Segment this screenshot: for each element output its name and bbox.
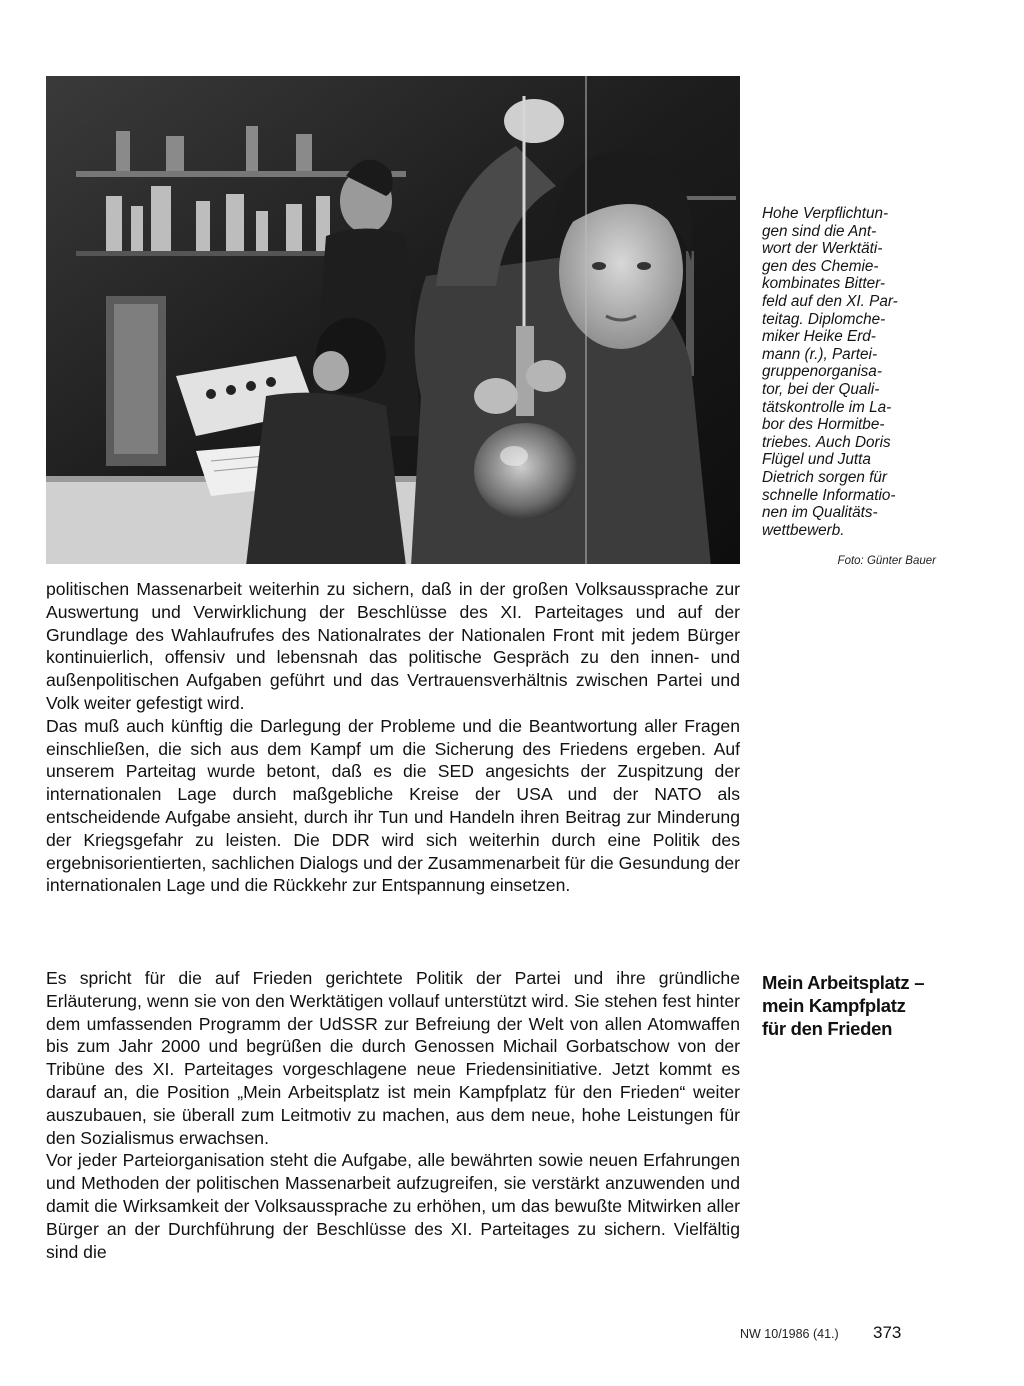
lab-photo-illustration	[46, 76, 740, 564]
lab-photo	[46, 76, 740, 564]
body-paragraph: Das muß auch künftig die Darlegung der Probleme und die Beantwortung aller Fragen einschließen, die sich aus dem Kampf um die Sicherung des Friedens ergeben. Auf unserem Parteitag wurde betont, daß es die SED angesichts der Zuspitzung der internationalen Lage durch maßgebliche Kreise der USA und der NATO als entscheidende Aufgabe ansieht, durch ihr Tun und Handeln ihren Beitrag zur Minderung der Kriegsgefahr zu leisten. Die DDR wird sich weiterhin durch eine Politik des ergebnisorientierten, sachlichen Dialogs und der Zusammenarbeit für die Gesundung der internationalen Lage und die Rückkehr zur Entspannung einsetzen.	[46, 715, 740, 896]
page-number: 373	[873, 1323, 902, 1342]
article-body-top	[46, 578, 740, 897]
body-paragraph: politischen Massenarbeit weiterhin zu sichern, daß in der großen Volksaussprache zur Auswertung und Verwirklichung der Beschlüsse des XI. Parteitages und auf der Grundlage des Wahlaufrufes des Nationalrates der Nationalen Front mit jedem Bürger kontinuierlich, offensiv und lebensnah das politische Gespräch zu den innen- und außenpolitischen Aufgaben geführt und das Vertrauensverhältnis zwischen Partei und Volk weiter gefestigt wird.	[46, 579, 740, 713]
section-sidehead: Mein Arbeitsplatz – mein Kampfplatz für den Frieden	[762, 972, 925, 1039]
photo-caption	[762, 205, 937, 539]
body-paragraph: Es spricht für die auf Frieden gerichtete Politik der Partei und ihre gründliche Erläuterung, wenn sie von den Werktätigen vollauf unterstützt wird. Sie stehen fest hinter dem umfassenden Programm der UdSSR zur Befreiung der Welt von allen Atomwaffen bis zum Jahr 2000 und begrüßen die durch Genossen Michail Gorbatschow von der Tribüne des XI. Parteitages vorgeschlagene neue Friedensinitiative. Jetzt kommt es darauf an, die Position „Mein Arbeitsplatz ist mein Kampfplatz für den Frieden“ weiter auszubauen, sie überall zum Leitmotiv zu machen, aus dem neue, hohe Leistungen für den Sozialismus erwachsen.	[46, 968, 740, 1148]
caption-text: Hohe Verpflichtun- gen sind die Ant- wort der Werktäti- gen des Chemie- kombinates Bitter- feld auf den XI. Par- teitag. Diplomche- miker Heike Erd- mann (r.), Partei- gruppenorganisa- tor, bei der Quali- tätskontrolle im La- bor des Hormitbe- triebes. Auch Doris Flügel und Jutta Dietrich sorgen für schnelle Informatio- nen im Qualitäts- wettbewerb.	[762, 205, 898, 539]
issue-reference: NW 10/1986 (41.)	[740, 1327, 839, 1341]
body-paragraph: Vor jeder Parteiorganisation steht die Aufgabe, alle bewährten sowie neuen Erfahrungen und Methoden der politischen Massenarbeit aufzugreifen, sie verstärkt anzuwenden und damit die Wirksamkeit der Volksaussprache zu erhöhen, um das bewußte Mitwirken aller Bürger an der Durchführung der Beschlüsse des XI. Parteitages zu sichern. Vielfältig sind die	[46, 1150, 740, 1262]
article-body-bottom	[46, 967, 740, 1263]
photo-credit: Foto: Günter Bauer	[837, 555, 936, 567]
